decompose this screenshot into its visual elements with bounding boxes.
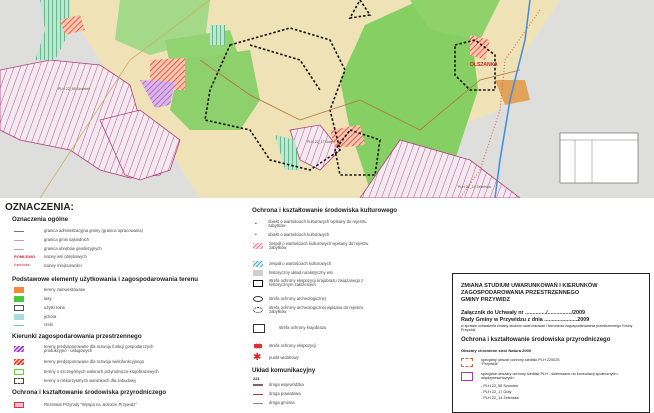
- culture-item: punkt widokowy: [269, 354, 299, 360]
- culture-title: Ochrona i kształtowanie środowiska kulturowego: [252, 207, 398, 214]
- general-item: granica administracyjna gminy (granica opracowania): [44, 228, 143, 233]
- land-use-item: lasy: [44, 295, 52, 301]
- land-use-item: jeziora: [44, 313, 57, 319]
- culture-item: historyczny układ ruralistyczny wsi: [269, 269, 333, 275]
- land-use-item: tereny zainwestowane: [44, 286, 86, 292]
- general-item: granica obrębów geodezyjnych: [44, 246, 102, 251]
- general-item: granica gmin sąsiednich: [44, 237, 89, 242]
- culture-item: obiekt o wartościach kulturowych: [268, 232, 330, 238]
- map-label-plh-guty: PLH 22_17 Guty: [307, 140, 333, 144]
- natura-item: - PLH 22_14 Żeleńska: [481, 396, 519, 400]
- transport-title: Układ komunikacyjny: [252, 367, 316, 374]
- natura-title: Obszary chronione sieci Natura 2000: [461, 348, 532, 353]
- culture-item: strefa ochrony ekspozycji: [269, 342, 317, 348]
- general-item: nazwy wsi obrębowych: [44, 254, 87, 259]
- title-box: [452, 273, 650, 413]
- culture-item: obiekt o wartościach kulturowych wpisany do rejestru zabytków: [268, 219, 367, 229]
- natura-item: - PLH 22_17 Guty: [481, 390, 512, 394]
- viewpoint-icon: ✱: [253, 352, 262, 363]
- directions-item: tereny o szczególnych walorach przyrodniczo-krajobrazowych: [44, 368, 159, 374]
- transport-item: droga gminna: [269, 400, 295, 405]
- culture-item: strefa ochrony archeologicznej: [269, 295, 326, 301]
- monument-icon: •: [255, 232, 257, 238]
- land-use-item: użytki rolne: [44, 304, 66, 310]
- directions-item: tereny o niekorzystnych warunkach dla zabudowy: [44, 377, 137, 383]
- culture-item: zespół o wartościach kulturowych wpisany do rejestru zabytków: [269, 241, 369, 251]
- sample-locality-label: Kamionka: [14, 263, 30, 268]
- transport-item: droga powiatowa: [269, 391, 301, 396]
- study-title-line: ZAGOSPODAROWANIA PRZESTRZENNEGO: [461, 290, 580, 296]
- study-title-line: ZMIANA STUDIUM UWARUNKOWAŃ I KIERUNKÓW: [461, 283, 598, 289]
- sample-village-label: POMLEWO: [14, 254, 36, 260]
- culture-item: zespół o wartościach kulturowych: [269, 260, 332, 266]
- legend-title: OZNACZENIA:: [5, 202, 74, 213]
- general-title: Oznaczenia ogólne: [12, 216, 69, 223]
- map-inset-table: [560, 133, 638, 183]
- section-title: Ochrona i kształtowanie środowiska przyrodniczego: [461, 337, 611, 343]
- directions-item: tereny predysponowane dla rozwoju funkcji gospodarczych produkcyjno - usługowych: [44, 344, 154, 354]
- natura-item: specjalny obszar ochrony siedlisk PLH 220025 "Przywidz": [481, 358, 560, 366]
- natura-item: - PLH 22_58 Szumleś: [481, 384, 518, 388]
- subject-line: w sprawie uchwalenia zmiany studium uwarunkowań i kierunków zagospodarowania przestrzennego Gminy Przywidz: [461, 324, 633, 332]
- culture-item: strefa ochrony ekspozycji krajobrazu związanego z historycznym założeniem: [269, 278, 364, 288]
- resolution-line: Załącznik do Uchwały nr ............../................/2009: [461, 310, 586, 316]
- culture-item: strefa ochrony krajobrazu: [279, 325, 327, 331]
- monument-registered-icon: ▪: [255, 220, 257, 227]
- general-item: nazwy miejscowości: [44, 263, 82, 268]
- natura-proposed-swatch: [461, 372, 473, 381]
- nature-item: Rezerwat Przyrody "Wyspa na Jeziorze Przywidz": [44, 401, 137, 407]
- culture-item: strefa ochrony archeologicznej wpisana do rejestru zabytków: [269, 305, 364, 315]
- map-label-plh-szumles: PLH 22_58 Szumleś: [58, 87, 90, 91]
- directions-item: tereny predysponowane dla rozwoju wielofunkcyjnego: [44, 358, 145, 364]
- land-use-item: rzeki: [44, 322, 53, 327]
- council-line: Rady Gminy w Przywidzu z dnia ......................2009: [461, 317, 590, 323]
- directions-title: Kierunki zagospodarowania przestrzennego: [12, 333, 142, 340]
- study-title-line: GMINY PRZYWIDZ: [461, 297, 510, 303]
- nature-title: Ochrona i kształtowanie środowiska przyrodniczego: [12, 389, 167, 396]
- road-number: 221: [253, 376, 260, 381]
- transport-item: droga wojewódzka: [269, 382, 304, 387]
- natura-item: specjalne obszary ochrony siedlisk PLH - skierowane do konsultacji społecznych i międzyresortowych:: [481, 372, 619, 380]
- natura-site-swatch: [461, 358, 473, 367]
- map-label-plh-zelenska: PLH 22_14 Żeleńska: [458, 185, 491, 189]
- map-label-olszanka: OLSZANKA: [470, 62, 498, 68]
- map[interactable]: [0, 0, 654, 198]
- land-use-title: Podstawowe elementy użytkowania i zagospodarowania terenu: [12, 276, 199, 283]
